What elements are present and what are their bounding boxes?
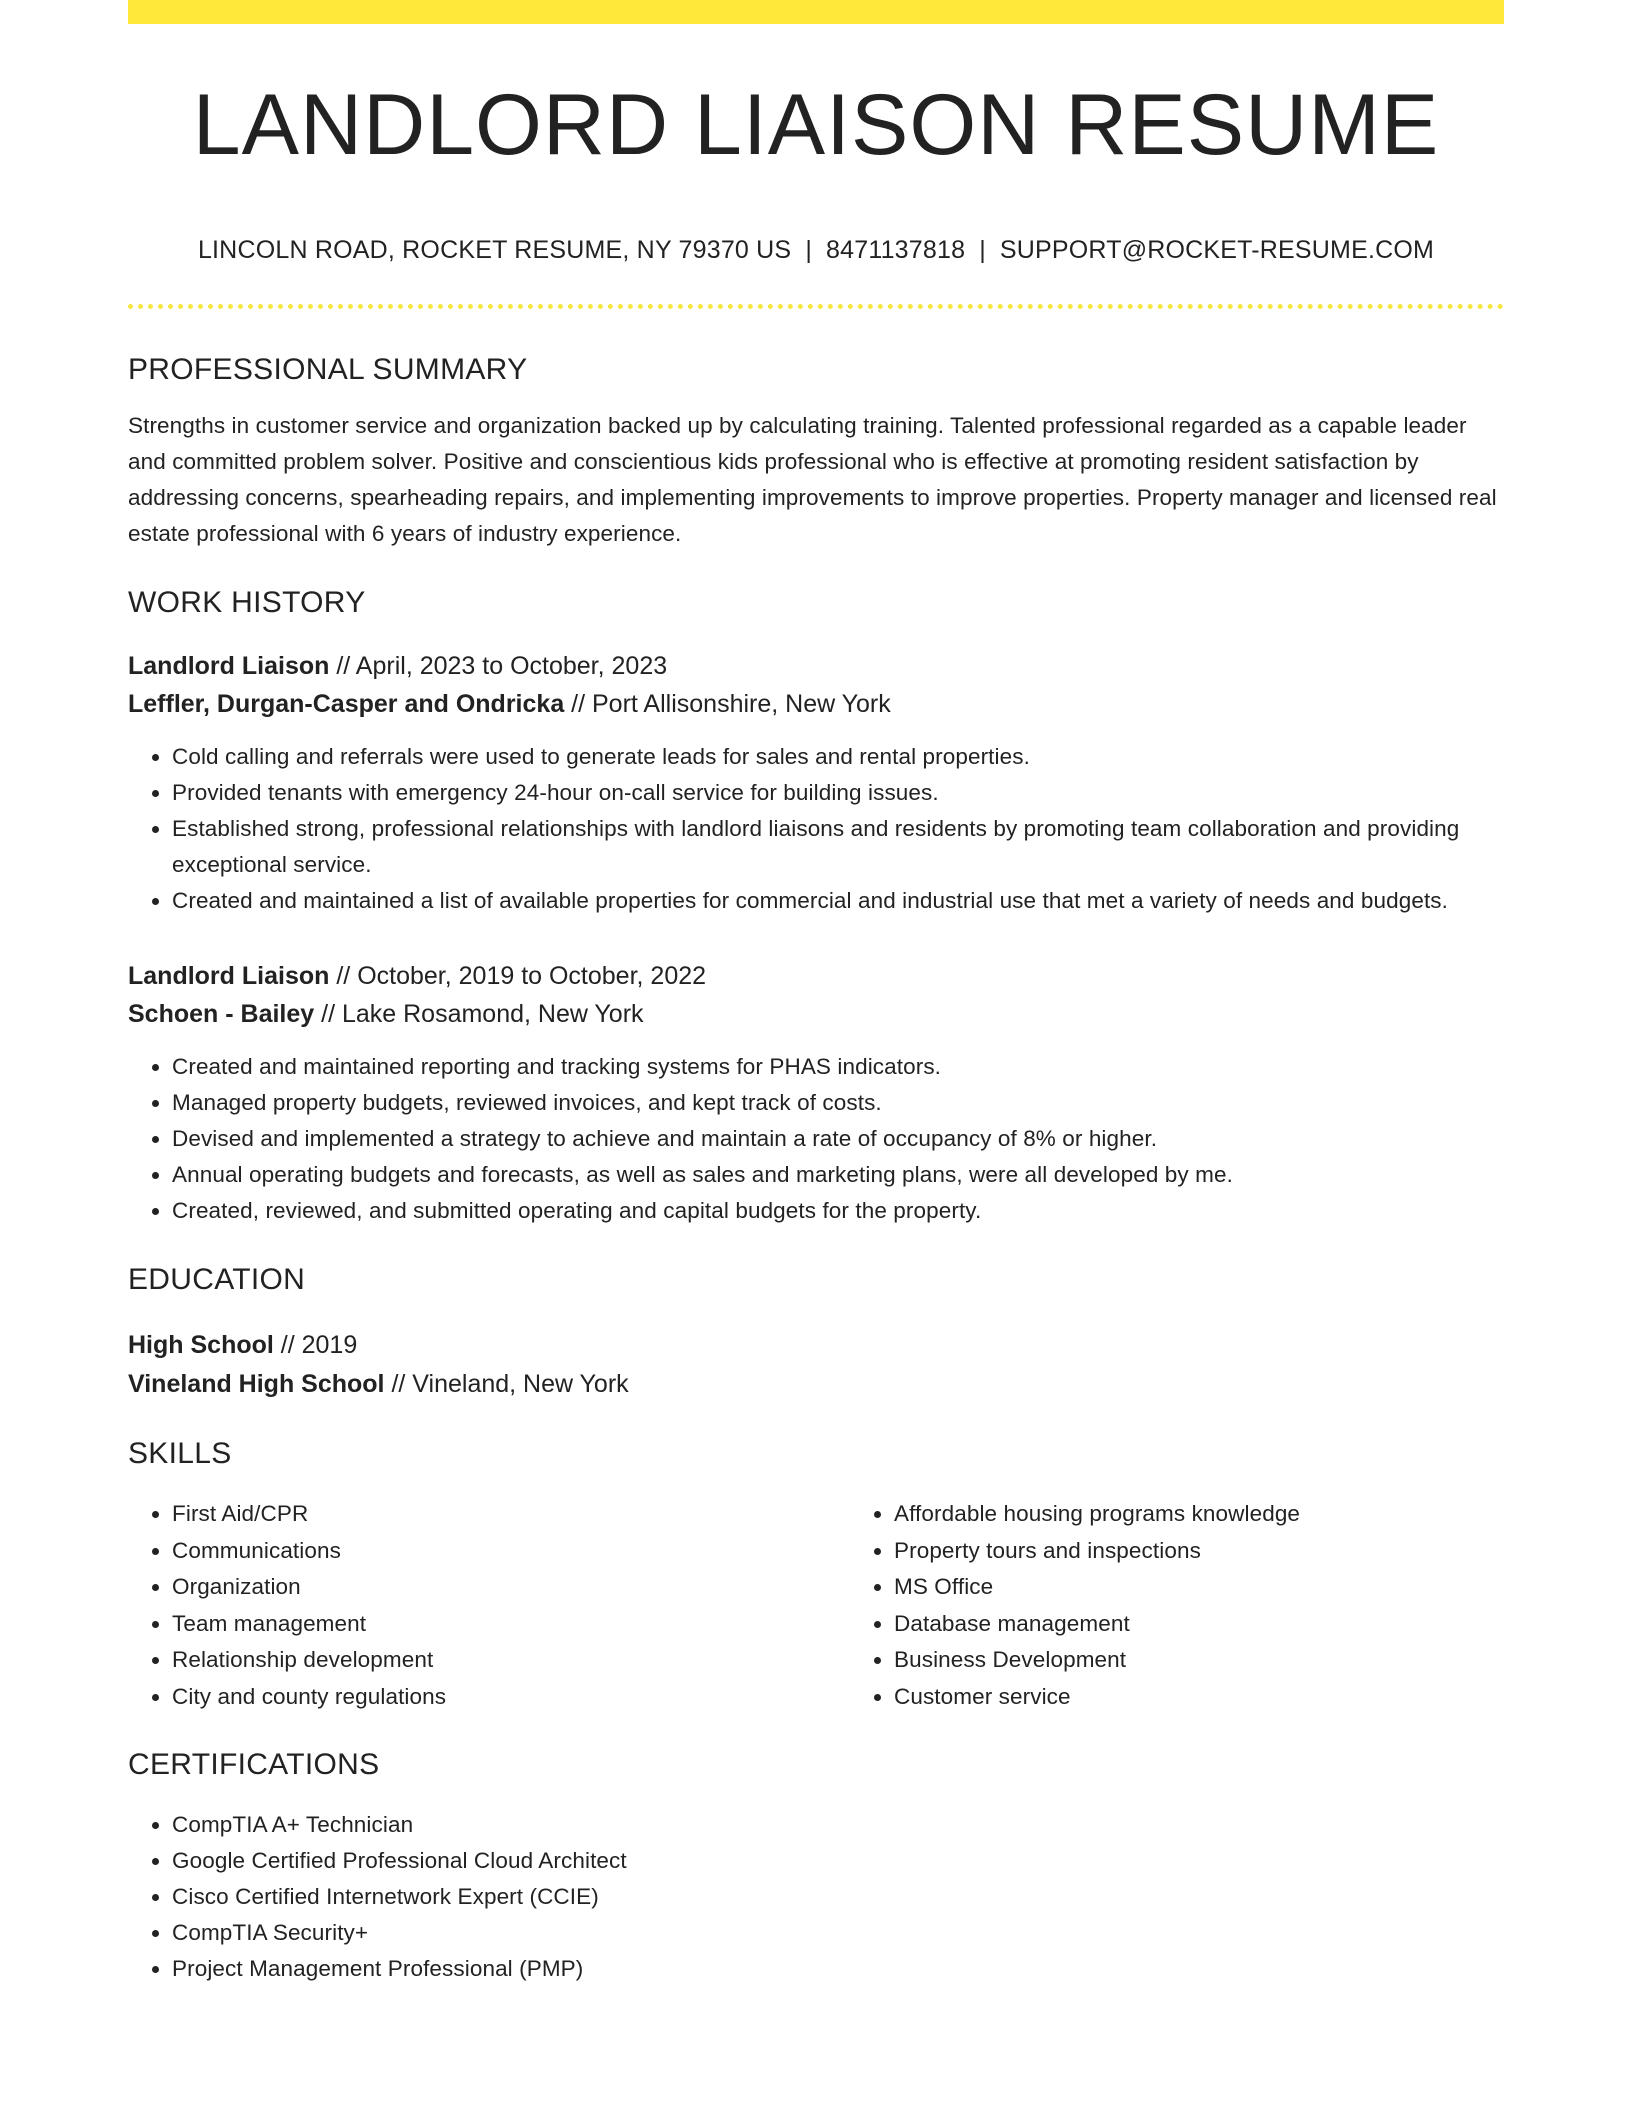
certifications-heading: CERTIFICATIONS <box>128 1748 380 1781</box>
list-item: • Property tours and inspections <box>894 1533 1572 1570</box>
list-item: • MS Office <box>894 1569 1572 1606</box>
education-school-line <box>128 1365 1504 1404</box>
work-history-section <box>128 588 1504 1229</box>
education-section <box>128 1265 1504 1404</box>
skills-left-list <box>128 1496 850 1715</box>
list-item: • Cisco Certified Internetwork Expert (CCIE) <box>172 1879 1504 1915</box>
skills-columns <box>128 1496 1504 1715</box>
list-item: • Relationship development <box>172 1642 850 1679</box>
certifications-section <box>128 1750 1504 1987</box>
job-company: Leffler, Durgan-Casper and Ondricka <box>128 690 565 718</box>
education-degree: High School <box>128 1331 274 1359</box>
list-item: • Affordable housing programs knowledge <box>894 1496 1572 1533</box>
contact-separator: | <box>805 236 813 264</box>
list-item: • Created and maintained a list of available properties for commercial and industrial use that met a variety of needs and budgets. <box>172 883 1504 919</box>
list-item: • Database management <box>894 1606 1572 1643</box>
list-item: • Communications <box>172 1533 850 1570</box>
contact-separator: | <box>979 236 986 264</box>
dotted-divider <box>128 304 1504 309</box>
summary-text: Strengths in customer service and organization backed up by calculating training. Talented professional regarded as a capable leader and committed problem solver. Positive and conscientious kids professional who is effective at promoting resident satisfaction by addressing concerns, spearheading repairs, and implementing improvements to improve properties. Property manager and licensed real estate professional with 6 years of industry experience. <box>128 413 1497 546</box>
job-company: Schoen - Bailey <box>128 1000 315 1028</box>
list-item: • Project Management Professional (PMP) <box>172 1951 1504 1987</box>
education-degree-line <box>128 1326 1504 1365</box>
list-item: • CompTIA A+ Technician <box>172 1807 1504 1843</box>
list-item: • Devised and implemented a strategy to achieve and maintain a rate of occupancy of 8% or higher. <box>172 1121 1504 1157</box>
list-item: • Created and maintained reporting and tracking systems for PHAS indicators. <box>172 1049 1504 1085</box>
list-item: • Created, reviewed, and submitted operating and capital budgets for the property. <box>172 1193 1504 1229</box>
list-item: • Team management <box>172 1606 850 1643</box>
contact-phone: 8471137818 <box>826 236 966 264</box>
list-item: • Business Development <box>894 1642 1572 1679</box>
job-location: // Lake Rosamond, New York <box>314 1000 644 1028</box>
skills-section <box>128 1439 1504 1715</box>
job-title-line <box>128 647 1504 685</box>
job-title: Landlord Liaison <box>128 962 330 990</box>
contact-address: LINCOLN ROAD, ROCKET RESUME, NY 79370 US <box>197 236 792 264</box>
list-item: • Provided tenants with emergency 24-hour on-call service for building issues. <box>172 775 1504 811</box>
list-item: • Google Certified Professional Cloud Architect <box>172 1843 1504 1879</box>
job-company-line <box>128 995 1504 1033</box>
education-year: // 2019 <box>273 1331 358 1359</box>
job-bullets <box>128 739 1504 919</box>
job-title-line <box>128 957 1504 995</box>
education-entry <box>128 1326 1504 1404</box>
list-item: • CompTIA Security+ <box>172 1915 1504 1951</box>
education-location: // Vineland, New York <box>384 1370 629 1398</box>
list-item: • City and county regulations <box>172 1679 850 1716</box>
resume-title: LANDLORD LIAISON RESUME <box>192 77 1440 173</box>
list-item: • First Aid/CPR <box>172 1496 850 1533</box>
skills-right-list <box>850 1496 1572 1715</box>
list-item: • Established strong, professional relationships with landlord liaisons and residents by promoting team collaboration and providing exceptional service. <box>172 811 1504 883</box>
list-item: • Managed property budgets, reviewed invoices, and kept track of costs. <box>172 1085 1504 1121</box>
job-dates: // October, 2019 to October, 2022 <box>329 962 707 990</box>
list-item: • Annual operating budgets and forecasts, as well as sales and marketing plans, were all developed by me. <box>172 1157 1504 1193</box>
job-location: // Port Allisonshire, New York <box>564 690 891 718</box>
certifications-list <box>128 1807 1504 1987</box>
job-title: Landlord Liaison <box>128 652 330 680</box>
job-company-line <box>128 685 1504 723</box>
job-bullets <box>128 1049 1504 1229</box>
education-heading: EDUCATION <box>128 1263 306 1296</box>
resume-page <box>128 0 1504 1987</box>
education-school: Vineland High School <box>128 1370 385 1398</box>
skills-heading: SKILLS <box>128 1437 232 1470</box>
summary-section <box>128 355 1504 552</box>
accent-bar <box>128 0 1504 24</box>
work-history-heading: WORK HISTORY <box>128 586 366 619</box>
job-entry <box>128 647 1504 919</box>
list-item: • Organization <box>172 1569 850 1606</box>
contact-line <box>128 238 1504 263</box>
list-item: • Customer service <box>894 1679 1572 1716</box>
list-item: • Cold calling and referrals were used to generate leads for sales and rental properties. <box>172 739 1504 775</box>
contact-email: SUPPORT@ROCKET-RESUME.COM <box>999 236 1435 264</box>
job-dates: // April, 2023 to October, 2023 <box>329 652 668 680</box>
summary-heading: PROFESSIONAL SUMMARY <box>128 353 528 386</box>
job-entry <box>128 957 1504 1229</box>
